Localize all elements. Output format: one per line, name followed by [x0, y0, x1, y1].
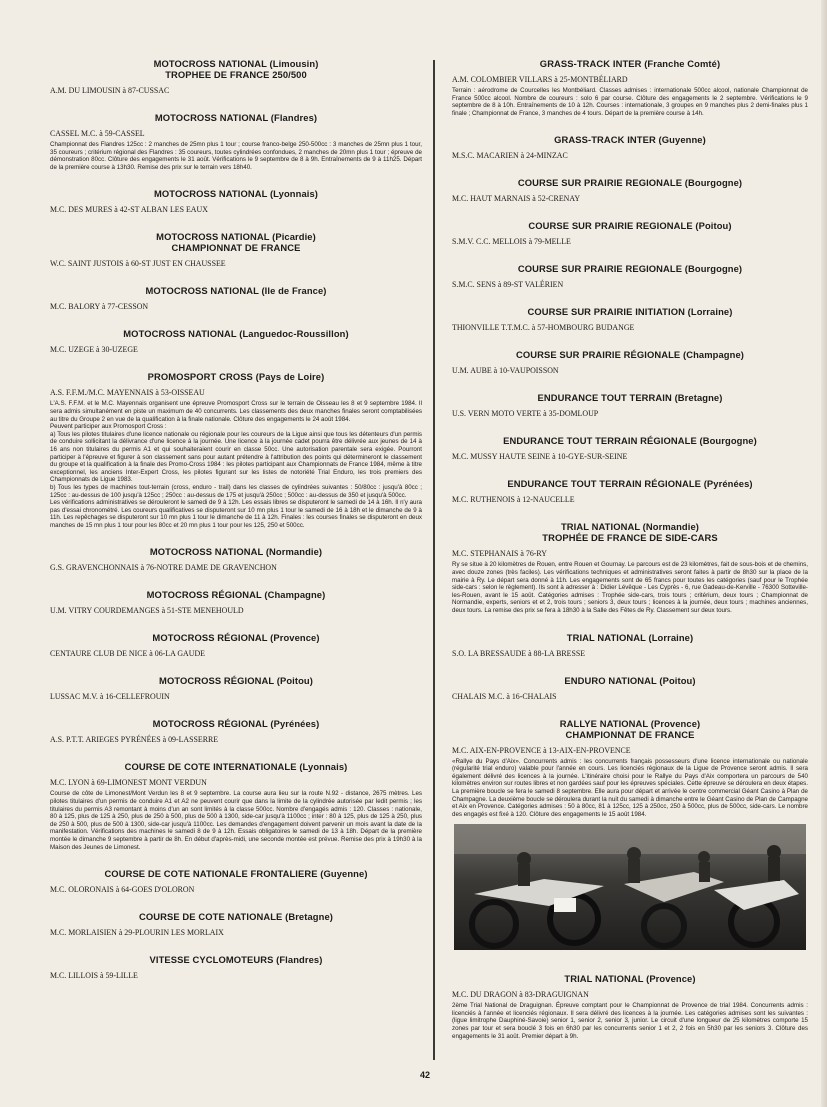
- event-organizer: M.C. LYON à 69-LIMONEST MONT VERDUN: [50, 778, 207, 788]
- event-title: COURSE SUR PRAIRIE REGIONALE (Poitou): [528, 220, 732, 232]
- event-listing: [452, 134, 808, 161]
- event-listing: [50, 188, 422, 215]
- event-listing: [50, 231, 422, 269]
- event-title: RALLYE NATIONAL (Provence) CHAMPIONNAT DE FRANCE: [559, 717, 701, 740]
- event-listing: [50, 632, 422, 659]
- event-title: COURSE SUR PRAIRIE INITIATION (Lorraine): [527, 306, 733, 318]
- event-organizer: M.C. DU DRAGON à 83-DRAGUIGNAN: [452, 990, 589, 1000]
- event-organizer: CENTAURE CLUB DE NICE à 06-LA GAUDE: [50, 649, 205, 659]
- event-title: GRASS-TRACK INTER (Guyenne): [554, 134, 706, 146]
- event-listing: [50, 718, 422, 745]
- event-listing: [452, 718, 808, 819]
- event-listing: [452, 632, 808, 659]
- event-listing: [452, 521, 808, 614]
- event-organizer: THIONVILLE T.T.M.C. à 57-HOMBOURG BUDANGE: [452, 323, 635, 333]
- event-title: MOTOCROSS NATIONAL (Lyonnais): [153, 188, 318, 200]
- event-organizer: A.M. COLOMBIER VILLARS à 25-MONTBÉLIARD: [452, 75, 628, 84]
- event-description: L'A.S. F.F.M. et le M.C. Mayennais organisent une épreuve Promosport Cross sur le terrain de Oisseau les 8 et 9 septembre 1984. Il sera admis simultanément en piste un maximum de 40 concurrents. Les classements des deux manches finales seront comptabilisées au titre du Groupe 2 en vue de la qualification à la finale nationale. Clôture des engagements le 24 août 1984. Peuvent participer aux Promosport Cross : a) Tous les pilotes titulaires d'une licence nationale ou régionale pour les coureurs de la Ligue ainsi que tous les détenteurs d'un permis de conduire sollicitant la délivrance d'une licence à la journée. Une licence à la journée cadet pourra être délivrée aux jeunes de 14 à 16 ans non titulaires du permis A1 et qui souhaiteraient courir en classe 50cc. Une autorisation parentale sera exigée. Pourront participer à l'épreuve et figurer à son classement sans pour autant prétendre à l'attribution des points qui détermineront le classement du groupe et la qualification à la finale des Promo-Cross 1984 : les pilotes participant aux Championnats de France 1984, même à titre exceptionnel, les anciens Inter-Expert Cross, les pilotes figurant sur les listes de notoriété Trial Enduro, les trois premiers des Championnats de Ligue 1983. b) Tous les types de machines tout-terrain (cross, enduro - trail) dans les classes de cylindrées suivantes : 50/80cc : jusqu'à 80cc ; 125cc : au-dessus de 100 jusqu'à 125cc ; 250cc : au-dessus de 175 et jusqu'à 250cc ; 500cc : au-dessus de 350 et jusqu'à 500cc. Les vérifications administratives se dérouleront le samedi de 9 à 12h. Les essais libres se disputeront le samedi de 14 à 16h. Il n'y aura pas d'essai chronométré. Les coureurs qualificatives se disputeront sur 10 mn plus 1 tour le samedi de 16 à 18h et le dimanche de 9 à 11h. Les repêchages se disputeront sur 10 mn plus 1 tour le dimanche de 11 à 12h. Finales : les courses finales se disputeront en deux manches de 15 mn plus 1 tour pour les 80cc et 20 mn plus 1 tour pour les 125, 250 et 500cc.: [50, 400, 422, 529]
- event-title: MOTOCROSS NATIONAL (Picardie) CHAMPIONNAT DE FRANCE: [156, 231, 316, 254]
- left-column: [50, 58, 422, 997]
- event-title: MOTOCROSS RÉGIONAL (Pyrénées): [152, 718, 320, 730]
- event-organizer: U.M. AUBE à 10-VAUPOISSON: [452, 366, 559, 376]
- event-listing: [452, 349, 808, 376]
- event-organizer: U.M. VITRY COURDEMANGES à 51-STE MENEHOULD: [50, 606, 244, 616]
- event-title: MOTOCROSS NATIONAL (Normandie): [149, 546, 323, 558]
- motorcycle-paddock-photo: [454, 824, 806, 950]
- event-listing: [50, 761, 422, 851]
- event-organizer: G.S. GRAVENCHONNAIS à 76-NOTRE DAME DE GRAVENCHON: [50, 563, 277, 573]
- event-listing: [452, 435, 808, 462]
- event-title: COURSE DE COTE INTERNATIONALE (Lyonnais): [124, 761, 348, 773]
- event-organizer: M.C. STEPHANAIS à 76-RY: [452, 549, 547, 559]
- event-description: 2ème Trial National de Draguignan. Épreuve comptant pour le Championnat de Provence de trial 1984. Concurrents admis : licenciés à l'année et licenciés régionaux. Il sera délivré des licences à la journée. Les catégories admises sont les suivantes : (ligue limitrophe Dauphiné-Savoie) senior 1, senior 2, senior 3, junior. Le circuit d'une longueur de 25 kilomètres comporte 15 zones par tour et sera bouclé 3 fois en 6h30 par les concurrents senior 1 et 2, 2 fois en 5h30 par les seniors 3. Clôture des engagements le 31 août. Premier départ à 9h.: [452, 1002, 808, 1040]
- event-description: Course de côte de Limonest/Mont Verdun les 8 et 9 septembre. La course aura lieu sur la route N.92 - distance, 2675 mètres. Les pilotes titulaires d'un permis de conduire A1 et A2 ne peuvent courir que dans la limite de la cylindrée autorisée par ledit permis ; les titulaires du permis A3 remontant à moins d'un an sont limités à la classe 500cc. Nombre d'engagés admis : 120. Classes : nationale, 80 à 125, plus de 125 à 250, plus de 250 à 500, plus de 500 à 1300, side-car jusqu'à 1100cc ; inter : 80 à 125, plus de 125 à 250, plus de 250 à 500, plus de 500 à 1300, side-car jusqu'à 1100cc. Les demandes d'engagement doivent parvenir un mois avant la date de la manifestation. Vérifications des machines le samedi 8 de 9 à 12h. Essais obligatoires le samedi de 13 à 18h. Départ de la première montée le dimanche 9 septembre à partir de 8h. En début d'après-midi, une seconde montée est prévue. Remise des prix à 19h30 à la Maison des Jeunes de Limonest.: [50, 790, 422, 851]
- event-organizer: CHALAIS M.C. à 16-CHALAIS: [452, 691, 557, 701]
- event-description: Championnat des Flandres 125cc : 2 manches de 25mn plus 1 tour ; course franco-belge 250-500cc : 3 manches de 25mn plus 1 tour, 35 coureurs ; critérium régional des Flandres : 35 coureurs, toutes cylindrées confondues, 2 manches de 20mn plus 1 tour ; épreuve de démonstration 80cc. Clôture des engagements le 31 août. Vérifications le 9 septembre de 8 à 9h. Entraînements de 9 à 11h25. Départ de la première course à 13h30. Remise des prix sur le terrain vers 18h40.: [50, 141, 422, 171]
- event-title: GRASS-TRACK INTER (Franche Comté): [539, 58, 721, 69]
- event-title: MOTOCROSS NATIONAL (Ile de France): [145, 285, 327, 297]
- event-listing: [50, 546, 422, 573]
- event-organizer: S.O. LA BRESSAUDE à 88-LA BRESSE: [452, 648, 586, 658]
- event-listing: [50, 868, 422, 895]
- event-title: COURSE DE COTE NATIONALE (Bretagne): [139, 911, 333, 923]
- event-organizer: M.C. LILLOIS à 59-LILLE: [50, 971, 138, 981]
- event-listing: [50, 589, 422, 616]
- event-title: COURSE SUR PRAIRIE REGIONALE (Bourgogne): [517, 263, 743, 275]
- event-listing: [452, 478, 808, 505]
- event-listing: [50, 371, 422, 529]
- event-title: PROMOSPORT CROSS (Pays de Loire): [147, 371, 325, 383]
- event-organizer: A.M. DU LIMOUSIN à 87-CUSSAC: [50, 86, 170, 95]
- event-listing: [452, 973, 808, 1040]
- event-organizer: M.C. BALORY à 77-CESSON: [50, 302, 149, 312]
- event-title: MOTOCROSS RÉGIONAL (Provence): [152, 632, 320, 644]
- event-title: TRIAL NATIONAL (Normandie) TROPHÉE DE FRANCE DE SIDE-CARS: [542, 521, 718, 544]
- event-organizer: CASSEL M.C. à 59-CASSEL: [50, 129, 145, 138]
- event-title: MOTOCROSS NATIONAL (Limousin) TROPHEE DE FRANCE 250/500: [153, 58, 319, 80]
- event-title: VITESSE CYCLOMOTEURS (Flandres): [149, 954, 323, 966]
- event-title: COURSE DE COTE NATIONALE FRONTALIERE (Guyenne): [104, 868, 368, 880]
- event-organizer: W.C. SAINT JUSTOIS à 60-ST JUST EN CHAUSSEE: [50, 259, 226, 269]
- event-listing: [50, 58, 422, 96]
- event-organizer: M.C. HAUT MARNAIS à 52-CRENAY: [452, 194, 581, 204]
- event-listing: [50, 285, 422, 312]
- event-organizer: M.C. OLORONAIS à 64-GOES D'OLORON: [50, 885, 195, 895]
- event-organizer: M.C. RUTHENOIS à 12-NAUCELLE: [452, 495, 575, 505]
- event-organizer: M.S.C. MACARIEN à 24-MINZAC: [452, 151, 568, 161]
- event-listing: [452, 177, 808, 204]
- event-listing: [452, 220, 808, 247]
- right-column: [452, 58, 808, 1057]
- event-listing: [452, 58, 808, 117]
- event-organizer: LUSSAC M.V. à 16-CELLEFROUIN: [50, 692, 170, 702]
- event-organizer: M.C. DES MURES à 42-ST ALBAN LES EAUX: [50, 205, 208, 215]
- event-description: «Rallye du Pays d'Aix». Concurrents admis : les concurrents français possesseurs d'une licence internationale ou nationale (régularité trial enduro) valable pour l'année en cours. Les licenciés régionaux de la Ligue de Provence seront admis. Il sera également délivré des licences à la journée. L'itinéraire choisi pour le Rallye du Pays d'Aix comportera un parcours de 540 kilomètres environ sur routes libres et non gardées sauf pour les épreuves spéciales. Cette épreuve se déroulera en deux étapes. La première boucle se fera le samedi 8 septembre. Elle aura pour départ et arrivée le centre commercial Géant Casino à Plan de Champagne. La deuxième boucle se déroulera durant la nuit du samedi à dimanche entre le Géant Casino de Plan de Campagne et Aix en Provence. Catégories admises : 50 à 80cc, 81 à 125cc, 125 à 250cc, 250 à 500cc, plus de 500cc, side-cars. Le nombre des engagés est fixé à 120. Clôture des engagements le 15 août 1984.: [452, 757, 808, 818]
- event-organizer: A.S. P.T.T. ARIEGES PYRÉNÉES à 09-LASSERRE: [50, 735, 219, 745]
- event-title: MOTOCROSS RÉGIONAL (Champagne): [146, 589, 326, 601]
- column-divider: [433, 60, 435, 1060]
- event-title: TRIAL NATIONAL (Lorraine): [566, 631, 694, 643]
- event-listing: [452, 263, 808, 290]
- page-edge-shadow: [821, 0, 827, 1107]
- event-title: COURSE SUR PRAIRIE RÉGIONALE (Champagne): [516, 349, 744, 361]
- event-title: MOTOCROSS NATIONAL (Languedoc-Roussillon): [123, 328, 349, 340]
- event-organizer: A.S. F.F.M./M.C. MAYENNAIS à 53-OISSEAU: [50, 388, 205, 398]
- event-listing: [452, 392, 808, 419]
- event-title: ENDURANCE TOUT TERRAIN RÉGIONALE (Bourgogne): [503, 435, 757, 447]
- event-listing: [452, 306, 808, 333]
- event-description: Ry se situe à 20 kilomètres de Rouen, entre Rouen et Gournay. Le parcours est de 23 kilomètres, fait de sous-bois et de chemins, avec douze zones (très faciles). Les vérifications techniques et administratives seront faites à partir de 8h30 sur la place de la mairie à Ry. Le départ sera donné à 11h. Les engagements sont de 65 francs pour toutes les catégories (sauf pour le Trophée side-cars : selon le règlement). Ils sont à adresser à : Didier Lévêque - Les Cyprès - 6, rue Gadeau-de-Kerville - 76300 Sotteville-les-Rouen, avant le 15 août. Catégories admises : Trophée side-cars, trois tours ; critérium, deux tours ; Championnat de Normandie, experts, seniors et et 2, trois tours ; seniors 3, deux tours ; licences à la journée, deux tours ; machines anciennes, deux tours. La remise des prix se fera à 18h30 à la Salle des Fêtes de Ry. Classement sur deux tours.: [452, 561, 808, 614]
- event-title: ENDURO NATIONAL (Poitou): [564, 674, 696, 686]
- event-title: MOTOCROSS RÉGIONAL (Poitou): [159, 675, 313, 687]
- event-organizer: S.M.V. C.C. MELLOIS à 79-MELLE: [452, 237, 571, 247]
- event-listing: [50, 675, 422, 702]
- event-title: MOTOCROSS NATIONAL (Flandres): [154, 112, 318, 123]
- page-number: 42: [420, 1070, 431, 1080]
- event-listing: [50, 911, 422, 938]
- event-title: COURSE SUR PRAIRIE REGIONALE (Bourgogne): [517, 177, 743, 189]
- event-title: ENDURANCE TOUT TERRAIN RÉGIONALE (Pyrénées): [507, 478, 753, 490]
- event-listing: [50, 112, 422, 171]
- event-title: TRIAL NATIONAL (Provence): [564, 973, 696, 985]
- event-organizer: M.C. UZEGE à 30-UZEGE: [50, 345, 138, 355]
- event-listing: [50, 954, 422, 981]
- event-title: ENDURANCE TOUT TERRAIN (Bretagne): [537, 392, 723, 404]
- event-organizer: M.C. MUSSY HAUTE SEINE à 10-GYE-SUR-SEINE: [452, 452, 628, 462]
- event-organizer: M.C. MORLAISIEN à 29-PLOURIN LES MORLAIX: [50, 928, 224, 938]
- event-organizer: U.S. VERN MOTO VERTE à 35-DOMLOUP: [452, 409, 599, 419]
- event-organizer: S.M.C. SENS à 89-ST VALÉRIEN: [452, 280, 564, 290]
- event-listing: [50, 328, 422, 355]
- event-description: Terrain : aérodrome de Courcelles les Montbéliard. Classes admises : internationale 500cc alcool, nationale Championnat de France 500cc alcool. Nombre de coureurs : solo 6 par course. Clôture des engagements le 2 septembre. Vérifications le 9 septembre de 8 à 10h. Entraînements de 10 à 12h. Courses : internationale, 3 groupes en 9 manches plus 2 demi-finales plus 1 finale ; Championnat de France, 3 manches de 4 tours. Départ de la première course à 14h.: [452, 87, 808, 117]
- event-listing: [452, 675, 808, 702]
- event-organizer: M.C. AIX-EN-PROVENCE à 13-AIX-EN-PROVENCE: [452, 745, 631, 755]
